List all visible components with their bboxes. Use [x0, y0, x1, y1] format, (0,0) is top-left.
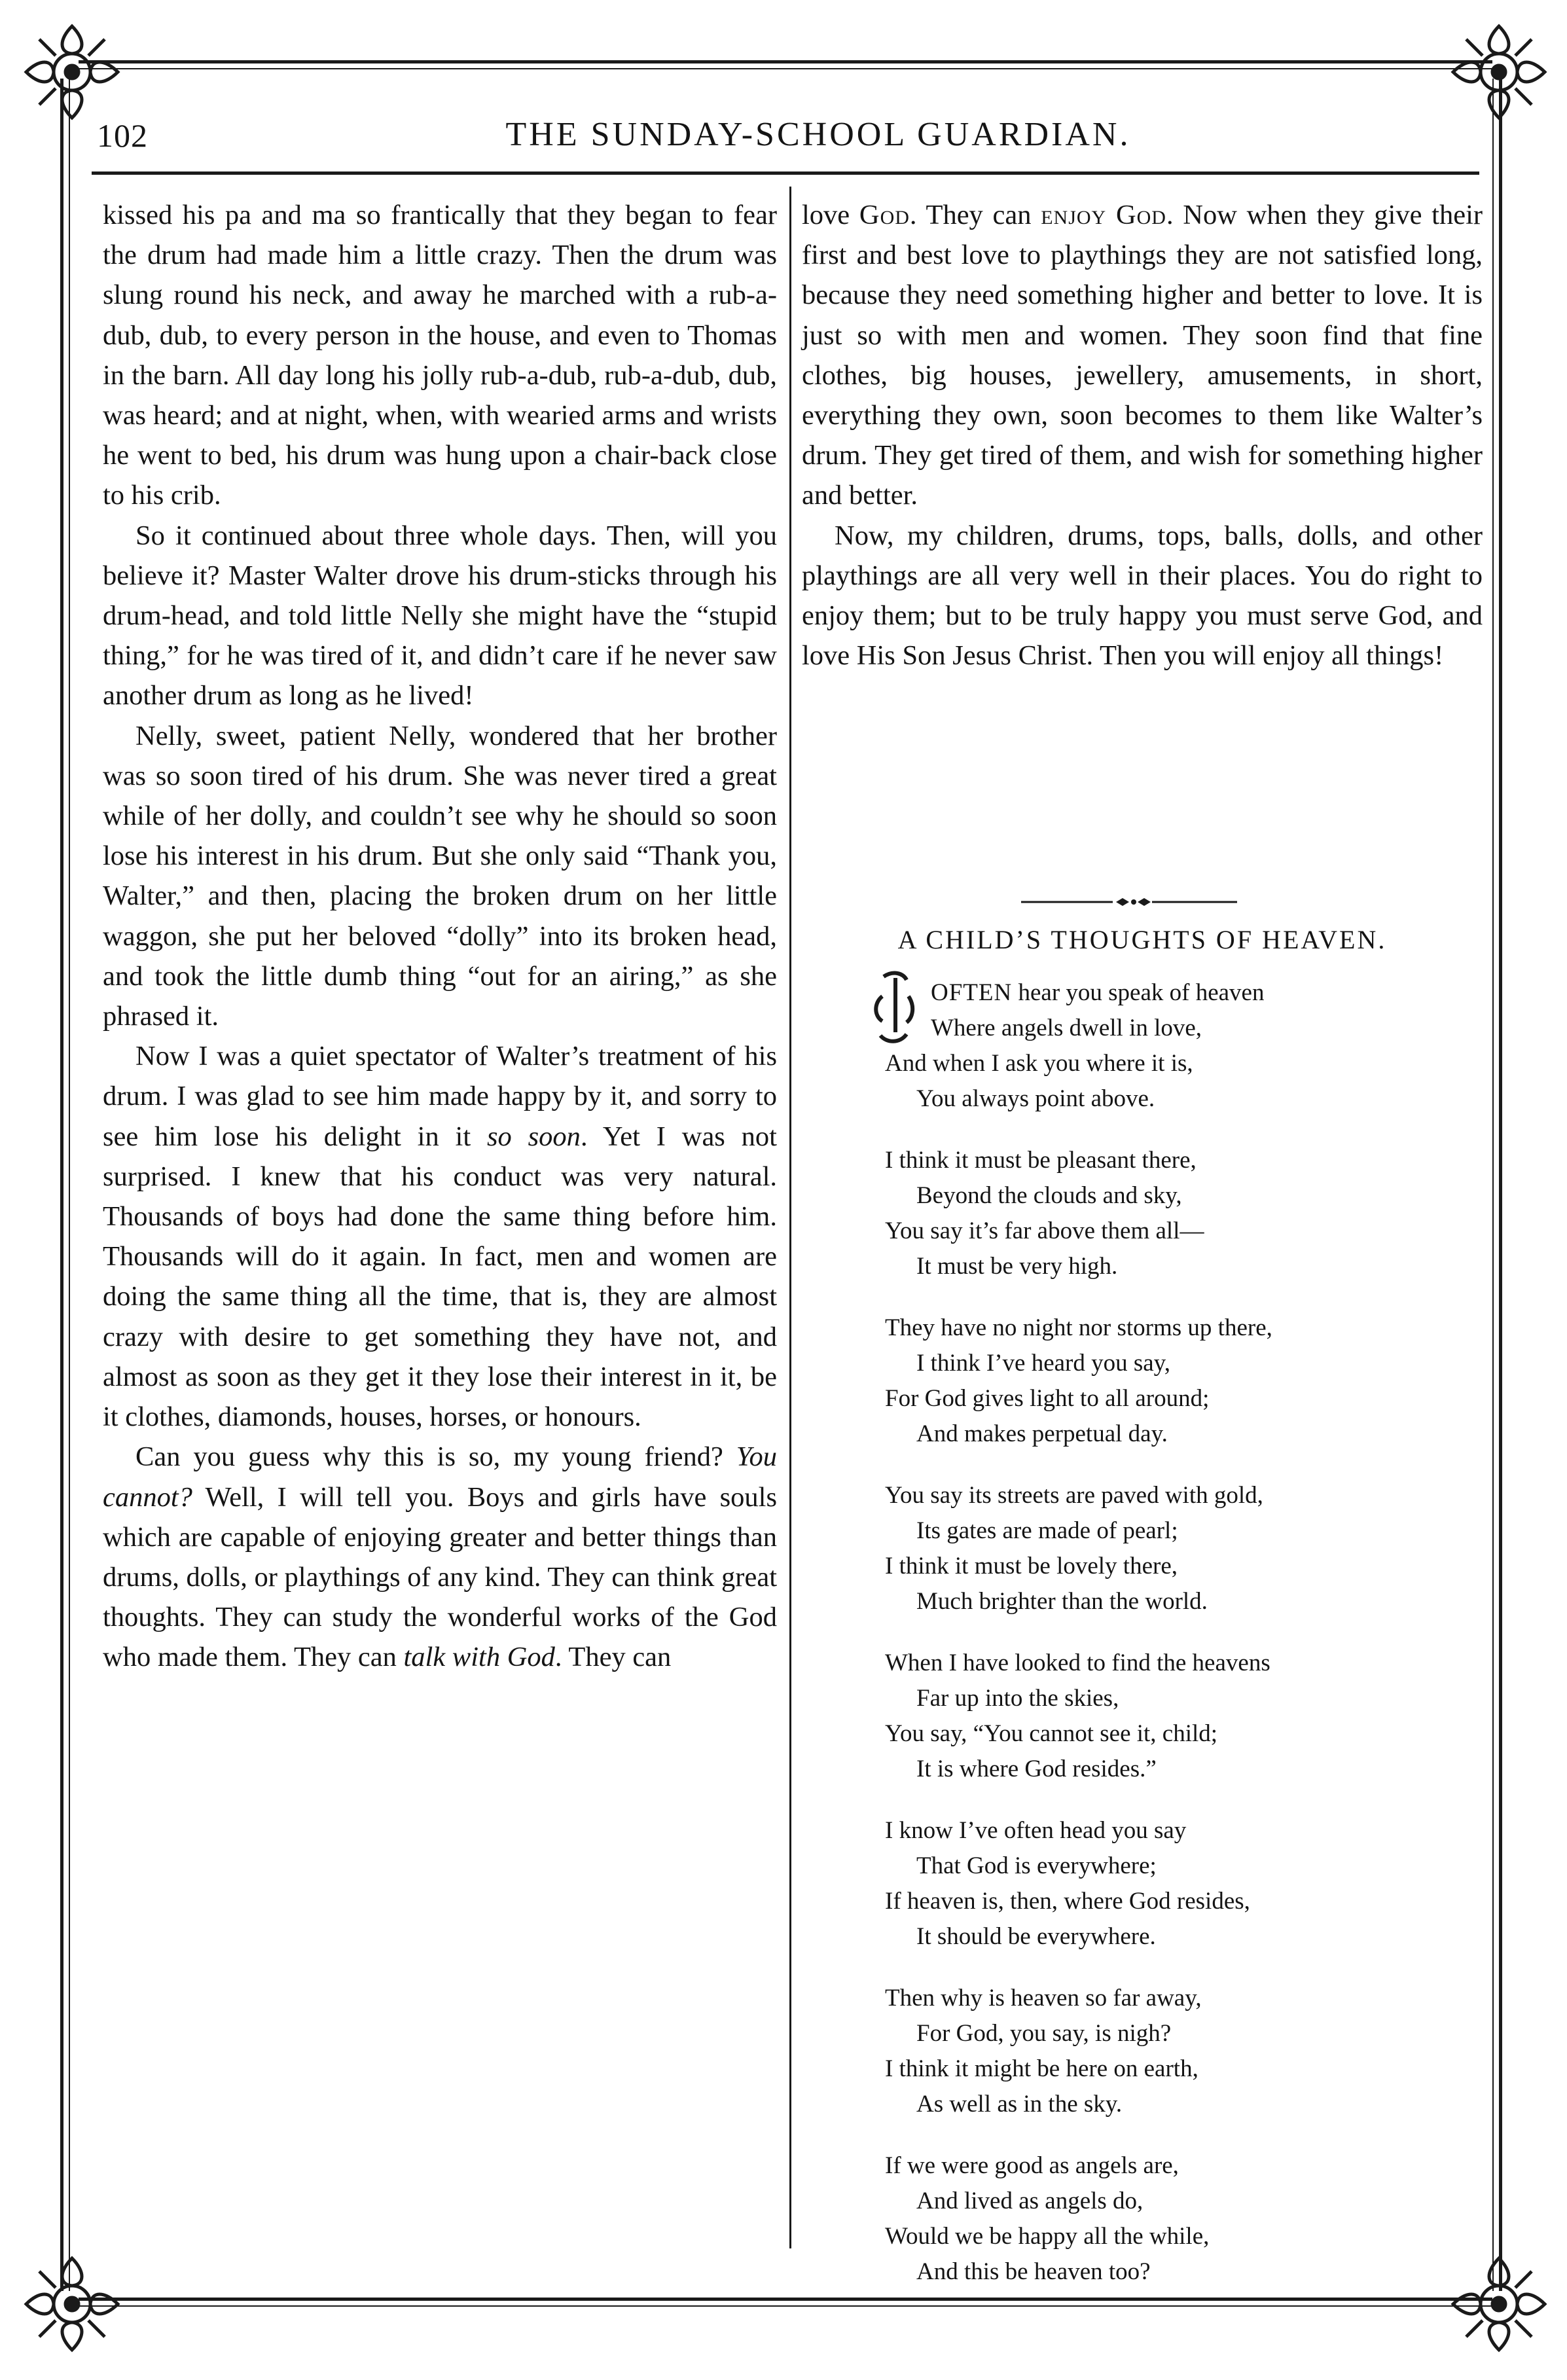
left-border-line: [60, 79, 63, 2291]
poem: [885, 975, 1474, 2316]
paragraph-6-part-a: love: [802, 200, 850, 230]
italic-so-soon: so soon: [487, 1121, 581, 1152]
top-border-line: [79, 60, 1492, 63]
poem-first-line-rest: hear you speak of heaven: [1012, 979, 1265, 1006]
italic-you-cannot: You cannot?: [103, 1441, 777, 1513]
paragraph-5-part-a: Can you guess why this is so, my young friend?: [135, 1441, 723, 1473]
column-divider: [789, 187, 791, 2248]
poem-first-word: OFTEN: [931, 979, 1013, 1006]
left-border-thin-line: [69, 79, 70, 2291]
italic-talk-with-god: talk with God: [403, 1642, 555, 1673]
poem-line: Beyond the clouds and sky,: [916, 1182, 1182, 1209]
poem-line: And lived as angels do,: [916, 2188, 1144, 2214]
poem-stanza-3: [885, 1310, 1474, 1452]
right-border-thin-line: [1492, 79, 1494, 2291]
poem-stanza-5: [885, 1646, 1474, 1787]
corner-ornament-bottom-left: [20, 2245, 131, 2356]
small-caps-god-1: God: [859, 200, 910, 230]
poem-stanza-4: [885, 1478, 1474, 1619]
poem-line: If heaven is, then, where God resides,: [885, 1888, 1250, 1915]
paragraph-3: Nelly, sweet, patient Nelly, wondered that her brother was so soon tired of his drum. She was never tired a great while of her dolly, and couldn’t see why he should so soon lose his interest in his drum. But she only said “Thank you, Walter,” and then, placing the broken drum on her little waggon, she put her beloved “dolly” into its broken head, and took the little dumb thing “out for an airing,” as she phrased it.: [103, 720, 777, 1032]
small-caps-enjoy: enjoy: [1041, 200, 1107, 230]
poem-line: You say, “You cannot see it, child;: [885, 1720, 1218, 1747]
poem-stanza-7: [885, 1981, 1474, 2122]
poem-line: I think it might be here on earth,: [885, 2055, 1198, 2082]
paragraph-5: [103, 1437, 777, 1677]
paragraph-4-part-a: Now I was a quiet spectator of Walter’s treatment of his drum. I was glad to see him made happy by it, and sorry to see him lose his delight in it: [103, 1041, 777, 1152]
poem-title: A CHILD’S THOUGHTS OF HEAVEN.: [897, 925, 1387, 954]
poem-line: You say it’s far above them all—: [885, 1217, 1204, 1244]
poem-line: I think it must be pleasant there,: [885, 1147, 1197, 1174]
paragraph-6-part-b: . They can: [909, 200, 1032, 230]
paragraph-4-part-b: . Yet I was not surprised. I knew that his conduct was very natural. Thousands of boys had done the same thing before him. Thousands will do it again. In fact, men and women are doing the same thing all the time, that is, they are almost crazy with desire to get something they have not, and almost as soon as they get it they lose their interest in it, be it clothes, diamonds, houses, horses, or honours.: [103, 1121, 777, 1433]
poem-line: If we were good as angels are,: [885, 2152, 1179, 2179]
paragraph-2: So it continued about three whole days. Then, will you believe it? Master Walter drove his drum-sticks through his drum-head, and told little Nelly she might have the “stupid thing,” for he was tired of it, and didn’t care if he never saw another drum as long as he lived!: [103, 520, 777, 712]
poem-line: [885, 975, 1474, 1011]
poem-line: I know I’ve often head you say: [885, 1817, 1187, 1844]
small-caps-god-2: God: [1115, 200, 1166, 230]
poem-line: For God, you say, is nigh?: [916, 2020, 1172, 2047]
ornamental-rule: [1021, 897, 1237, 907]
poem-stanza-8: [885, 2148, 1474, 2290]
poem-line: It should be everywhere.: [916, 1923, 1156, 1950]
top-border-thin-line: [79, 68, 1492, 69]
paragraph-1: kissed his pa and ma so frantically that they began to fear the drum had made him a little crazy. Then the drum was slung round his neck, and away he marched with a rub-a-dub, dub, to every person in the house, and even to Thomas in the barn. All day long his jolly rub-a-dub, rub-a-dub, dub, was heard; and at night, when, with wearied arms and wrists he went to bed, his drum was hung upon a chair-back close to his crib.: [103, 200, 777, 511]
poem-line: It must be very high.: [916, 1253, 1118, 1280]
poem-line: Then why is heaven so far away,: [885, 1985, 1202, 2011]
poem-line: That God is everywhere;: [916, 1852, 1157, 1879]
poem-line: And when I ask you where it is,: [885, 1050, 1193, 1077]
paragraph-5-part-b: Well, I will tell you. Boys and girls have souls which are capable of enjoying greater and better things than drums, dolls, or playthings of any kind. They can think great thoughts. They can study the wonderful works of the God who made them. They can: [103, 1481, 778, 1673]
poem-line: You always point above.: [916, 1085, 1155, 1112]
header-rule: [92, 171, 1479, 175]
poem-line: I think it must be lovely there,: [885, 1553, 1178, 1579]
poem-line: And makes perpetual day.: [916, 1420, 1168, 1447]
corner-ornament-top-right: [1440, 20, 1551, 131]
right-column: [802, 195, 1483, 676]
poem-line: Far up into the skies,: [916, 1685, 1119, 1712]
poem-line: And this be heaven too?: [916, 2258, 1151, 2285]
poem-line: You say its streets are paved with gold,: [885, 1482, 1263, 1509]
poem-line: As well as in the sky.: [916, 2091, 1123, 2118]
right-border-line: [1499, 79, 1502, 2291]
paragraph-7: Now, my children, drums, tops, balls, dolls, and other playthings are all very well in their places. You do right to enjoy them; but to be truly happy you must serve God, and love His Son Jesus Christ. Then you will enjoy all things!: [802, 520, 1483, 672]
running-title: THE SUNDAY-SCHOOL GUARDIAN.: [505, 116, 1131, 153]
poem-line: They have no night nor storms up there,: [885, 1314, 1272, 1341]
paragraph-4: [103, 1036, 777, 1437]
left-column: [103, 195, 777, 1678]
paragraph-6: [802, 195, 1483, 516]
paragraph-6-part-c: . Now when they give their first and best love to playthings they are not satisfied long, because they need something higher and better to love. It is just so with men and women. They soon find that fine clothes, big houses, jewellery, amusements, in short, everything they own, soon becomes to them like Walter’s drum. They get tired of them, and wish for something higher and better.: [802, 200, 1483, 511]
poem-line: For God gives light to all around;: [885, 1385, 1210, 1412]
poem-line: Much brighter than the world.: [916, 1588, 1208, 1615]
poem-line: Would we be happy all the while,: [885, 2223, 1210, 2250]
poem-stanza-6: [885, 1813, 1474, 1955]
poem-line: Where angels dwell in love,: [931, 1015, 1202, 1041]
poem-line: When I have looked to find the heavens: [885, 1650, 1270, 1676]
poem-stanza-1: [885, 975, 1474, 1117]
page-number: 102: [97, 117, 148, 154]
poem-line: Its gates are made of pearl;: [916, 1517, 1178, 1544]
paragraph-5-part-c: . They can: [554, 1642, 672, 1673]
poem-line: I think I’ve heard you say,: [916, 1350, 1171, 1377]
corner-ornament-top-left: [20, 20, 131, 131]
poem-line: It is where God resides.”: [916, 1756, 1157, 1782]
poem-stanza-2: [885, 1143, 1474, 1284]
